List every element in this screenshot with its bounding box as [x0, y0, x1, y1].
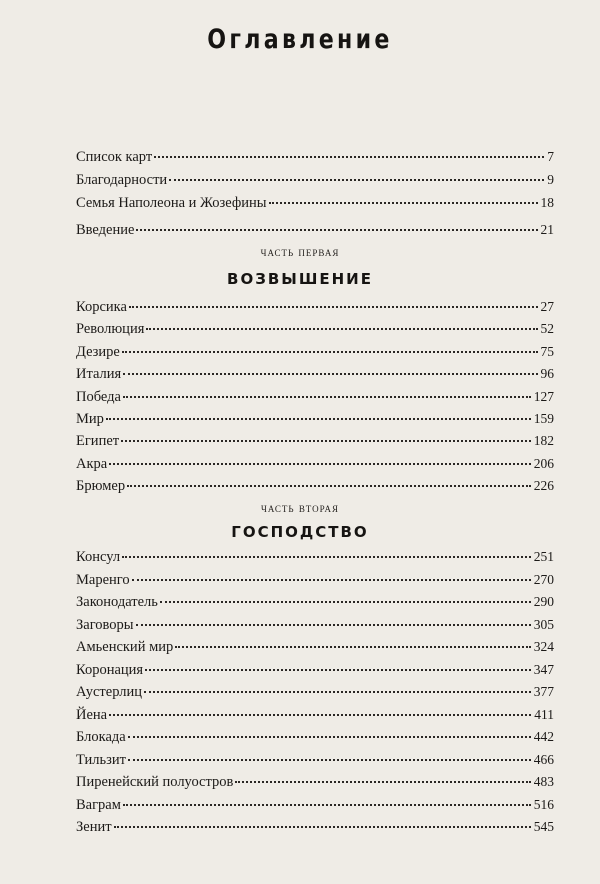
toc-entry[interactable] [76, 637, 554, 657]
toc-entry[interactable] [76, 220, 554, 240]
toc-entry-label: Пиренейский полуостров [76, 774, 234, 790]
toc-entry[interactable] [76, 476, 554, 496]
toc-entry[interactable] [76, 387, 554, 407]
dot-leader [136, 620, 531, 626]
toc-entry[interactable] [76, 170, 554, 190]
toc-entry-page-number: 290 [533, 594, 554, 609]
part2-title: ГОСПОДСТВО [231, 523, 369, 541]
dot-leader [122, 347, 538, 353]
toc-entry[interactable] [76, 193, 554, 213]
part2-label: часть вторая [261, 500, 339, 515]
toc-entry-label: Амьенский мир [76, 639, 174, 655]
toc-entry[interactable] [76, 682, 554, 702]
toc-entry-page-number: 18 [540, 195, 554, 210]
dot-leader [154, 152, 544, 158]
toc-entry-label: Йена [76, 706, 108, 723]
toc-entry[interactable] [76, 409, 554, 429]
dot-leader [132, 575, 531, 581]
toc-entry-page-number: 21 [540, 222, 554, 237]
toc-entry-page-number: 206 [533, 455, 554, 471]
toc-entry-label: Мир [76, 411, 104, 427]
dot-leader [122, 552, 531, 558]
dot-leader [145, 665, 531, 671]
toc-entry-label: Дезире [76, 343, 120, 360]
toc-entry-label: Коронация [76, 661, 144, 678]
toc-entry-label: Законодатель [76, 594, 158, 610]
toc-entry-page-number: 305 [533, 616, 554, 632]
toc-entry[interactable] [76, 795, 554, 815]
toc-entry-page-number: 483 [533, 774, 554, 789]
toc-entry-page-number: 27 [540, 299, 554, 314]
toc-entry[interactable] [76, 705, 554, 725]
toc-entry[interactable] [76, 547, 554, 567]
toc-entry[interactable] [76, 454, 554, 474]
toc-entry-label: Ваграм [76, 796, 121, 813]
toc-entry-page-number: 545 [533, 819, 554, 834]
dot-leader [109, 710, 531, 716]
toc-entry-page-number: 442 [533, 729, 554, 744]
dot-leader [169, 175, 544, 181]
toc-entry-page-number: 270 [533, 571, 554, 587]
dot-leader [127, 481, 531, 487]
toc-entry-label: Победа [76, 388, 121, 405]
toc-entry[interactable] [76, 660, 554, 680]
toc-entry-page-number: 347 [533, 661, 554, 677]
dot-leader [128, 732, 531, 738]
dot-leader [123, 369, 537, 375]
part1-title: ВОЗВЫШЕНИЕ [227, 270, 373, 288]
dot-leader [123, 392, 531, 398]
part1-label: часть первая [260, 244, 340, 259]
toc-entry[interactable] [76, 750, 554, 770]
toc-entry-label: Введение [76, 222, 135, 238]
toc-entry[interactable] [76, 772, 554, 792]
toc-entry-label: Аустерлиц [76, 684, 143, 700]
toc-entry-label: Тильзит [76, 751, 126, 768]
toc-entry[interactable] [76, 570, 554, 590]
toc-entry[interactable] [76, 342, 554, 362]
dot-leader [114, 822, 531, 828]
dot-leader [269, 198, 538, 204]
toc-entry-page-number: 324 [533, 639, 554, 654]
toc-entry-page-number: 411 [534, 706, 554, 722]
toc-entry[interactable] [76, 727, 554, 747]
toc-entry-page-number: 96 [540, 366, 554, 382]
dot-leader [128, 755, 531, 761]
toc-entry-page-number: 159 [533, 411, 554, 426]
toc-entry[interactable] [76, 615, 554, 635]
dot-leader [109, 459, 531, 465]
toc-entry-page-number: 516 [533, 796, 554, 812]
toc-entry-page-number: 377 [533, 684, 554, 699]
toc-entry-label: Зенит [76, 819, 112, 835]
toc-entry-label: Список карт [76, 149, 153, 165]
toc-entry-label: Египет [76, 433, 120, 450]
toc-entry-label: Семья Наполеона и Жозефины [76, 195, 267, 211]
toc-entry[interactable] [76, 592, 554, 612]
dot-leader [175, 642, 530, 648]
toc-entry-label: Брюмер [76, 478, 126, 495]
dot-leader [123, 800, 531, 806]
dot-leader [129, 302, 538, 308]
toc-entry-page-number: 75 [540, 343, 554, 359]
toc-entry[interactable] [76, 319, 554, 339]
dot-leader [144, 687, 531, 693]
dot-leader [121, 436, 531, 442]
toc-entry-label: Корсика [76, 299, 127, 315]
toc-entry-label: Консул [76, 549, 121, 565]
dot-leader [136, 225, 537, 231]
toc-entry-page-number: 127 [533, 388, 554, 404]
toc-entry[interactable] [76, 147, 554, 167]
toc-entry-label: Маренго [76, 571, 130, 588]
toc-entry-label: Италия [76, 366, 122, 383]
page-title: Оглавление [207, 24, 393, 55]
toc-entry-page-number: 7 [547, 149, 554, 164]
toc-entry-label: Революция [76, 321, 145, 338]
toc-entry-page-number: 226 [533, 478, 554, 494]
toc-entry[interactable] [76, 817, 554, 837]
toc-entry-label: Благодарности [76, 172, 168, 188]
toc-entry-label: Заговоры [76, 616, 134, 633]
toc-entry-page-number: 466 [533, 751, 554, 767]
dot-leader [106, 414, 531, 420]
dot-leader [160, 597, 531, 603]
toc-entry[interactable] [76, 431, 554, 451]
toc-entry-label: Акра [76, 455, 108, 472]
toc-entry[interactable] [76, 297, 554, 317]
dot-leader [146, 324, 537, 330]
dot-leader [235, 777, 530, 783]
toc-entry-page-number: 182 [533, 433, 554, 449]
toc-entry-page-number: 9 [547, 172, 554, 187]
toc-entry-page-number: 251 [533, 549, 554, 564]
toc-entry-label: Блокада [76, 729, 126, 745]
toc-entry-page-number: 52 [540, 321, 554, 337]
toc-entry[interactable] [76, 364, 554, 384]
